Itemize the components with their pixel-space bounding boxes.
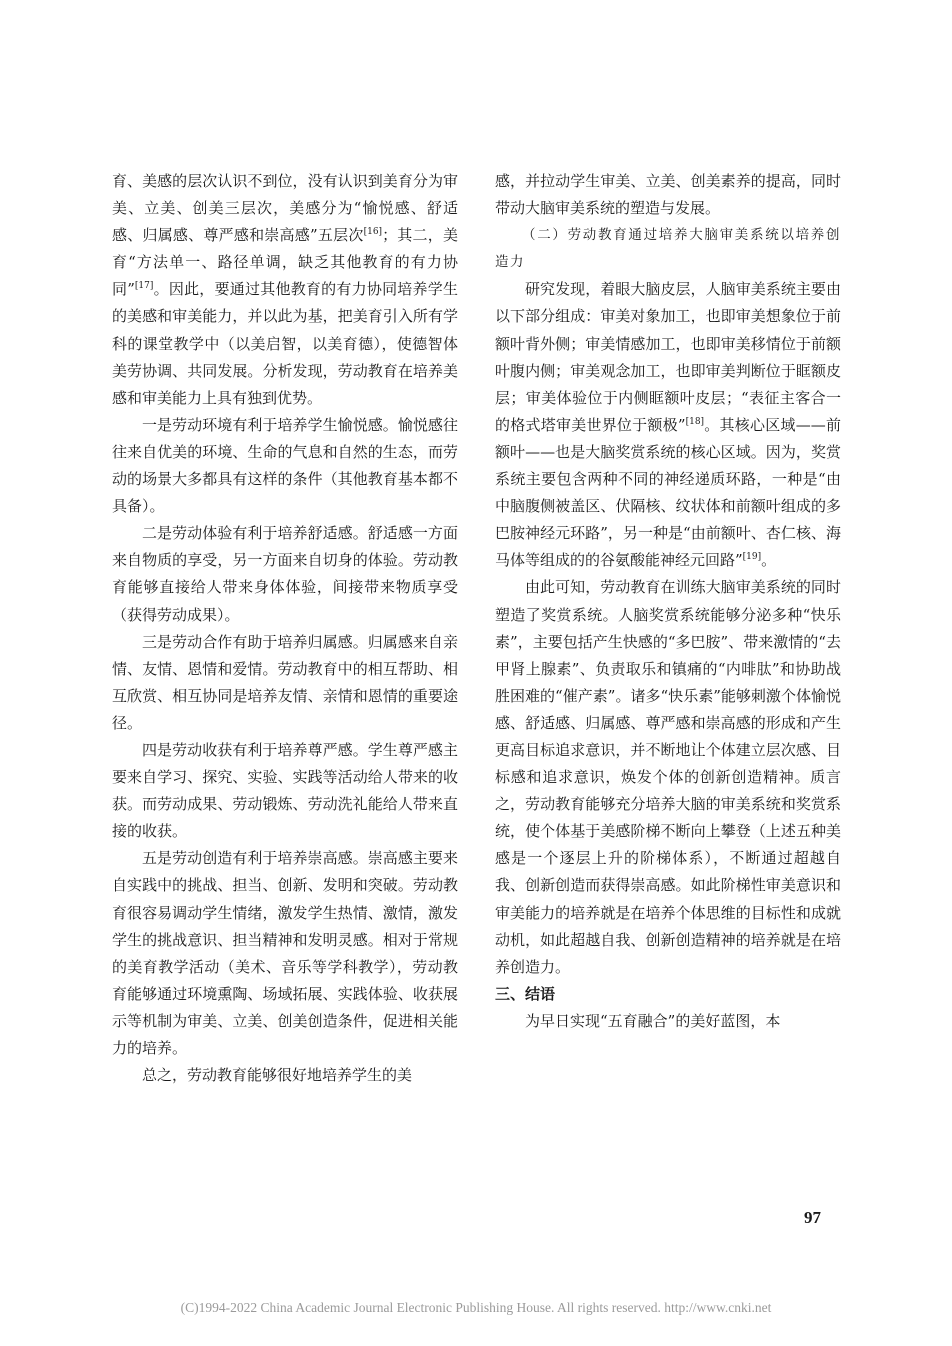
paragraph: 由此可知，劳动教育在训练大脑审美系统的同时塑造了奖赏系统。人脑奖赏系统能够分泌多种“快乐素”，主要包括产生快感的“多巴胺”、带来激情的“去甲肾上腺素”、负责取乐和镇痛的“内啡肽”和协助战胜困难的“催产素”。诸多“快乐素”能够刺激个体愉悦感、舒适感、归属感、尊严感和崇高感的形成和产生更高目标追求意识，并不断地让个体建立层次感、目标感和追求意识，焕发个体的创新创造精神。质言之，劳动教育能够充分培养大脑的审美系统和奖赏系统，使个体基于美感阶梯不断向上攀登（上述五种美感是一个逐层上升的阶梯体系），不断通过超越自我、创新创造而获得崇高感。如此阶梯性审美意识和审美能力的培养就是在培养个体思维的目标性和成就动机，如此超越自我、创新创造精神的培养就是在培养创造力。 [495, 578, 841, 976]
section-subheading: （二）劳动教育通过培养大脑审美系统以培养创造力 [495, 227, 841, 271]
paragraph: 研究发现，着眼大脑皮层，人脑审美系统主要由以下部分组成：审美对象加工，也即审美想象位于前额叶背外侧；审美情感加工，也即审美移情位于前额叶腹内侧；审美观念加工，也即审美判断位于眶额皮层；审美体验位于内侧眶额叶皮层；“表征主客合一的格式塔审美世界位于额极”[18]。其核心区域——前额叶——也是大脑奖赏系统的核心区域。因为，奖赏系统主要包含两种不同的神经递质环路，一种是“由中脑腹侧被盖区、伏隔核、纹状体和前额叶组成的多巴胺神经元环路”，另一种是“由前额叶、杏仁核、海马体等组成的的谷氨酸能神经元回路”[19]。 [495, 280, 841, 570]
paragraph: 五是劳动创造有利于培养崇高感。崇高感主要来自实践中的挑战、担当、创新、发明和突破。劳动教育很容易调动学生情绪，激发学生热情、激情，激发学生的挑战意识、担当精神和发明灵感。相对于常规的美育教学活动（美术、音乐等学科教学），劳动教育能够通过环境熏陶、场域拓展、实践体验、收获展示等机制为审美、立美、创美创造条件，促进相关能力的培养。 [112, 849, 458, 1057]
paragraph: 三是劳动合作有助于培养归属感。归属感来自亲情、友情、恩情和爱情。劳动教育中的相互帮助、相互欣赏、相互协同是培养友情、亲情和恩情的重要途径。 [112, 632, 458, 732]
paragraph: 一是劳动环境有利于培养学生愉悦感。愉悦感往往来自优美的环境、生命的气息和自然的生态，而劳动的场景大多都具有这样的条件（其他教育基本都不具备）。 [112, 415, 458, 516]
section-heading: 三、结语 [495, 984, 556, 1003]
left-column [112, 168, 458, 1089]
copyright-footer: (C)1994-2022 China Academic Journal Electronic Publishing House. All rights reserved. http://www.cnki.net [180, 1300, 772, 1315]
page-number: 97 [804, 1208, 821, 1227]
citation[interactable]: [16] [363, 227, 383, 238]
paragraph: 二是劳动体验有利于培养舒适感。舒适感一方面来自物质的享受，另一方面来自切身的体验。劳动教育能够直接给人带来身体体验，间接带来物质享受（获得劳动成果）。 [112, 524, 458, 624]
citation[interactable]: [19] [742, 552, 762, 563]
paragraph: 总之，劳动教育能够很好地培养学生的美 [142, 1066, 413, 1085]
paragraph: 为早日实现“五育融合”的美好蓝图，本 [525, 1011, 781, 1030]
paragraph: 育、美感的层次认识不到位，没有认识到美育分为审美、立美、创美三层次，美感分为“愉悦感、舒适感、归属感、尊严感和崇高感”五层次[16]；其二，美育“方法单一、路径单调，缺乏其他教育的有力协同”[17]。因此，要通过其他教育的有力协同培养学生的美感和审美能力，并以此为基，把美育引入所有学科的课堂教学中（以美启智，以美育德），使德智体美劳协调、共同发展。分析发现，劳动教育在培养美感和审美能力上具有独到优势。 [112, 172, 458, 407]
paragraph: 四是劳动收获有利于培养尊严感。学生尊严感主要来自学习、探究、实验、实践等活动给人带来的收获。而劳动成果、劳动锻炼、劳动洗礼能给人带来直接的收获。 [112, 740, 458, 841]
paragraph: 感，并拉动学生审美、立美、创美素养的提高，同时带动大脑审美系统的塑造与发展。 [495, 172, 841, 218]
citation[interactable]: [18] [685, 416, 705, 427]
citation[interactable]: [17] [134, 281, 154, 292]
right-column [495, 168, 841, 1035]
